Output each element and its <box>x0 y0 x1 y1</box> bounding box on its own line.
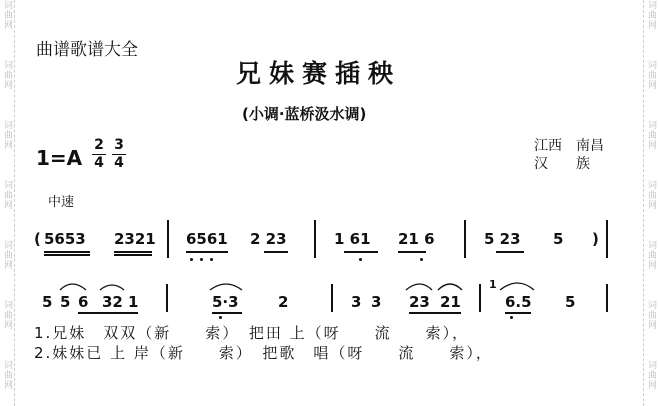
watermark-text: 词曲网 <box>646 180 656 210</box>
time-sig-numerator: 3 <box>112 137 126 155</box>
watermark-text: 词曲网 <box>2 120 12 150</box>
note-group: 6561 <box>186 230 228 248</box>
watermark-text: 词曲网 <box>646 0 656 30</box>
note-group: 1 61 <box>334 230 371 248</box>
song-title: 兄妹赛插秧 <box>236 59 402 88</box>
note: 1 <box>128 293 139 311</box>
watermark-text: 词曲网 <box>2 240 12 270</box>
song-subtitle: (小调·蓝桥汲水调) <box>242 105 367 123</box>
watermark-text: 词曲网 <box>646 360 656 390</box>
time-sig-denominator: 4 <box>114 155 124 171</box>
note: 2 <box>278 293 289 311</box>
grace-note: 1 <box>489 278 497 291</box>
note: 5 <box>565 293 576 311</box>
lyric-line: 1.兄妹 双双（新 索） 把田 上（呀 流 索）， <box>34 324 470 342</box>
note: 23 <box>409 293 430 311</box>
note: 5 <box>42 293 53 311</box>
watermark-text: 词曲网 <box>2 0 12 30</box>
tempo-marking: 中速 <box>48 195 75 210</box>
note: 6 <box>78 293 89 311</box>
note-group: 5 23 <box>484 230 521 248</box>
intro-open-paren: ( <box>34 230 41 248</box>
watermark-text: 词曲网 <box>2 300 12 330</box>
note-group: 5653 <box>44 230 86 248</box>
watermark-text: 词曲网 <box>646 60 656 90</box>
note: 5·3 <box>212 293 239 311</box>
site-brand: 曲谱歌谱大全 <box>36 40 138 60</box>
watermark-text: 词曲网 <box>646 120 656 150</box>
watermark-text: 词曲网 <box>646 240 656 270</box>
region-line: 江西 南昌 <box>534 138 604 154</box>
watermark-text: 词曲网 <box>646 300 656 330</box>
ethnicity-line: 汉 族 <box>534 156 590 172</box>
lyric-line: 2.妹妹已 上 岸（新 索） 把歌 唱（呀 流 索）， <box>34 344 493 362</box>
key-signature: 1=A <box>36 146 83 170</box>
note: 21 <box>440 293 461 311</box>
note: 3 <box>351 293 362 311</box>
watermark-text: 词曲网 <box>2 360 12 390</box>
note-group: 2 23 <box>250 230 287 248</box>
note: 6.5 <box>505 293 532 311</box>
note: 3 <box>371 293 382 311</box>
note: 5 <box>60 293 71 311</box>
watermark-text: 词曲网 <box>2 180 12 210</box>
time-sig-numerator: 2 <box>92 137 106 155</box>
intro-close-paren: ) <box>592 230 599 248</box>
note: 32 <box>102 293 123 311</box>
note-group: 21 6 <box>398 230 435 248</box>
time-sig-denominator: 4 <box>94 155 104 171</box>
note-group: 2321 <box>114 230 156 248</box>
note-group: 5 <box>553 230 564 248</box>
watermark-text: 词曲网 <box>2 60 12 90</box>
